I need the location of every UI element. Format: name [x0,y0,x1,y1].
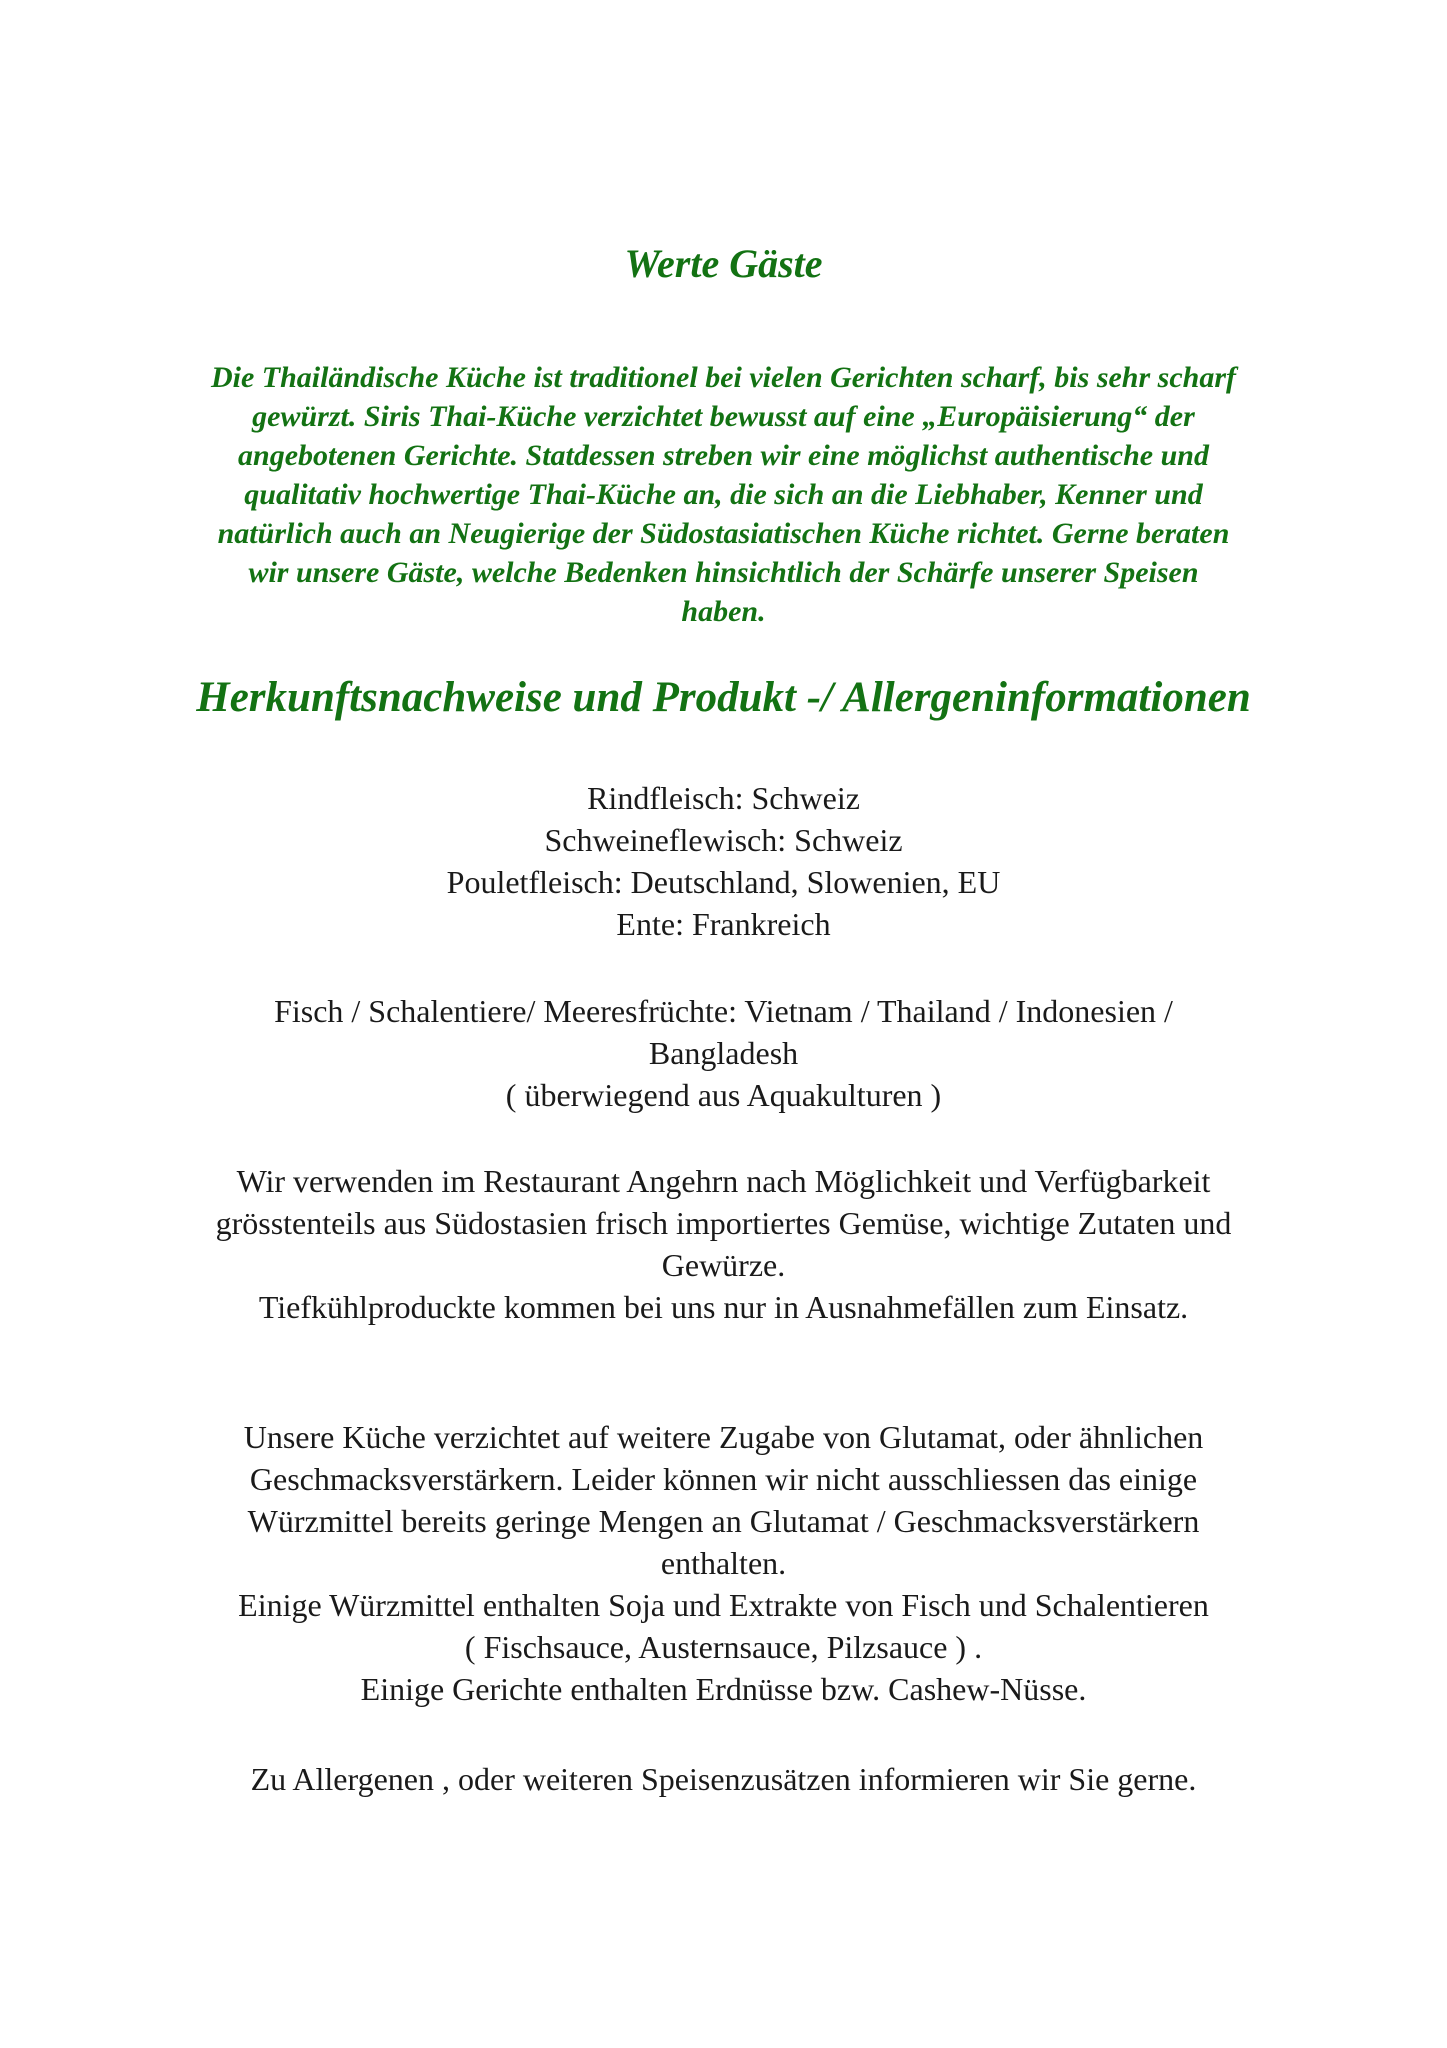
intro-line: qualitativ hochwertige Thai-Küche an, die sich an die Liebhaber, Kenner und [244,478,1203,511]
vegetables-line: Gewürze. [661,1247,786,1283]
closing-note [0,1758,1447,1800]
origin-duck: Ente: Frankreich [616,906,831,942]
vegetables-paragraph [0,1160,1447,1328]
seafood-line: Fisch / Schalentiere/ Meeresfrüchte: Vietnam / Thailand / Indonesien / [274,993,1173,1029]
intro-line: wir unsere Gäste, welche Bedenken hinsichtlich der Schärfe unserer Speisen [248,556,1199,589]
intro-line: haben. [681,595,766,628]
section-heading-text: Herkunftsnachweise und Produkt -/ Allergeninformationen [196,674,1251,721]
additives-line: Würzmittel bereits geringe Mengen an Glutamat / Geschmacksverstärkern [247,1503,1200,1539]
additives-line: Unsere Küche verzichtet auf weitere Zugabe von Glutamat, oder ähnlichen [243,1419,1204,1455]
allergen-soy-fish-line: Einige Würzmittel enthalten Soja und Extrakte von Fisch und Schalentieren [238,1587,1209,1623]
seafood-line: Bangladesh [648,1035,799,1071]
frozen-products-line: Tiefkühlproduckte kommen bei uns nur in Ausnahmefällen zum Einsatz. [258,1289,1189,1325]
intro-line: Die Thailändische Küche ist traditionel bei vielen Gerichten scharf, bis sehr scharf [210,361,1237,394]
origin-beef: Rindfleisch: Schweiz [587,780,860,816]
intro-line: angebotenen Gerichte. Statdessen streben wir eine möglichst authentische und [238,439,1209,472]
intro-paragraph [0,358,1447,631]
additives-paragraph [0,1416,1447,1710]
intro-line: natürlich auch an Neugierige der Südostasiatischen Küche richtet. Gerne beraten [217,517,1230,550]
vegetables-line: grösstenteils aus Südostasien frisch importiertes Gemüse, wichtige Zutaten und [215,1205,1232,1241]
section-heading [0,672,1447,724]
vegetables-line: Wir verwenden im Restaurant Angehrn nach Möglichkeit und Verfügbarkeit [236,1163,1211,1199]
intro-line: gewürzt. Siris Thai-Küche verzichtet bewusst auf eine „Europäisierung“ der [252,400,1195,433]
seafood-origins [0,990,1447,1116]
additives-line: Geschmacksverstärkern. Leider können wir nicht ausschliessen das einige [249,1461,1198,1497]
closing-text: Zu Allergenen , oder weiteren Speisenzusätzen informieren wir Sie gerne. [250,1761,1197,1797]
additives-line: enthalten. [660,1545,787,1581]
origin-pork: Schweineflewisch: Schweiz [544,822,903,858]
greeting-text: Werte Gäste [624,241,823,286]
origin-chicken: Pouletfleisch: Deutschland, Slowenien, EU [446,864,1001,900]
meat-origins [0,777,1447,945]
greeting-title [0,240,1447,288]
nuts-line: Einige Gerichte enthalten Erdnüsse bzw. Cashew-Nüsse. [360,1671,1087,1707]
sauces-line: ( Fischsauce, Austernsauce, Pilzsauce ) . [464,1629,983,1665]
seafood-note: ( überwiegend aus Aquakulturen ) [505,1077,942,1113]
